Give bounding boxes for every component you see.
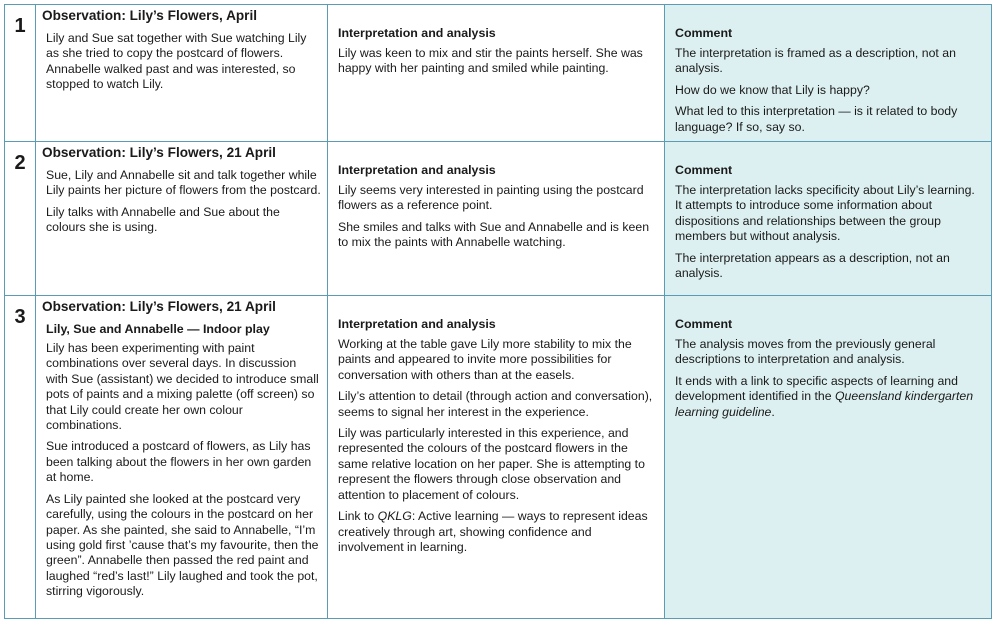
interpretation-heading: Interpretation and analysis (338, 163, 496, 178)
comment-text (675, 374, 983, 420)
table-row (5, 142, 992, 296)
observation-table (4, 4, 992, 619)
interpretation-text: Lily was particularly interested in this experience, and represented the colours of the postcard flowers in the same relative location on her paper. She is attempting to represent the flowers through close observation and attention to placement of colours. (338, 426, 645, 502)
observation-text: As Lily painted she looked at the postcard very carefully, using the colours in the postcard on her paper. As she painted, she said to Annabelle, “I’m using gold first ’cause that’s my favourite, then the green”. Annabelle then passed the red paint and laughed “red’s last!” Lily laughed and took the pot, stirring vigorously. (46, 491, 319, 599)
row-number: 3 (14, 306, 26, 329)
observation-text: Lily has been experimenting with paint combinations over several days. In discussion with Sue (assistant) we decided to introduce small pots of paints and a mixing palette (off screen) so that Lily could create her own colour combinations. (46, 341, 319, 433)
comment-text: What led to this interpretation — is it related to body language? If so, say so. (675, 104, 958, 134)
observation-cell (36, 5, 328, 142)
comment-heading: Comment (675, 26, 733, 40)
interpretation-text: She smiles and talks with Sue and Annabelle and is keen to mix the paints with Annabelle watching. (338, 219, 650, 250)
comment-cell (665, 5, 992, 142)
interpretation-heading: Interpretation and analysis (338, 317, 496, 332)
observation-subtitle: Lily, Sue and Annabelle — Indoor play (46, 322, 270, 337)
qklg-link-label: Link to (338, 509, 375, 524)
observation-text: Lily talks with Annabelle and Sue about the colours she is using. (46, 204, 280, 235)
row-number-cell (5, 142, 36, 296)
observation-title: Observation: Lily’s Flowers, April (42, 8, 258, 23)
observation-text: Sue introduced a postcard of flowers, as Lily has been talking about the flowers in her own garden at home. (46, 439, 312, 485)
interpretation-cell (328, 142, 665, 296)
interpretation-text: Lily seems very interested in painting using the postcard flowers as a reference point. (338, 183, 644, 213)
observation-cell (36, 142, 328, 296)
observation-cell (36, 296, 328, 619)
comment-cell (665, 296, 992, 619)
interpretation-text: Lily’s attention to detail (through action and conversation), seems to signal her interest in the experience. (338, 389, 653, 419)
row-number: 2 (14, 152, 26, 175)
comment-text: The analysis moves from the previously general descriptions to interpretation and analysis. (675, 337, 936, 367)
comment-final-prefix: It ends with a link to specific aspects of learning and development identified in the (675, 373, 958, 404)
guideline-title: Queensland kindergarten learning guideline (675, 389, 974, 419)
comment-final-suffix: . (771, 404, 775, 419)
interpretation-cell (328, 5, 665, 142)
interpretation-text: Working at the table gave Lily more stability to mix the paints and appeared to invite more possibilities for conversation with others than at the easels. (338, 337, 632, 382)
comment-text: The interpretation appears as a description, not an analysis. (675, 250, 950, 281)
observation-text: Sue, Lily and Annabelle sit and talk together while Lily paints her picture of flowers from the postcard. (46, 168, 321, 198)
observation-text: Lily and Sue sat together with Sue watching Lily as she tried to copy the postcard of flowers. Annabelle walked past and was interested, so stopped to watch Lily. (46, 31, 307, 92)
interpretation-text: Lily was keen to mix and stir the paints herself. She was happy with her painting and smiled while painting. (338, 46, 643, 76)
comment-heading: Comment (675, 163, 733, 178)
comment-heading: Comment (675, 317, 733, 332)
observation-title: Observation: Lily’s Flowers, 21 April (42, 145, 276, 161)
comment-text: The interpretation is framed as a description, not an analysis. (675, 46, 956, 76)
table-row (5, 296, 992, 619)
interpretation-heading: Interpretation and analysis (338, 26, 496, 40)
comment-cell (665, 142, 992, 296)
comment-text: The interpretation lacks specificity about Lily’s learning. It attempts to introduce some information about dispositions and relationships between the group members but without analysis. (675, 183, 975, 244)
qklg-link-text (338, 509, 656, 555)
row-number-cell (5, 296, 36, 619)
observation-title: Observation: Lily’s Flowers, 21 April (42, 299, 276, 315)
interpretation-cell (328, 296, 665, 619)
qklg-abbreviation: QKLG (377, 509, 412, 524)
row-number-cell (5, 5, 36, 142)
row-number: 1 (14, 15, 26, 37)
table-row (5, 5, 992, 142)
qklg-link-description: : Active learning — ways to represent ideas creatively through art, showing confidence and involvement in learning. (338, 509, 648, 554)
comment-text: How do we know that Lily is happy? (675, 82, 870, 97)
